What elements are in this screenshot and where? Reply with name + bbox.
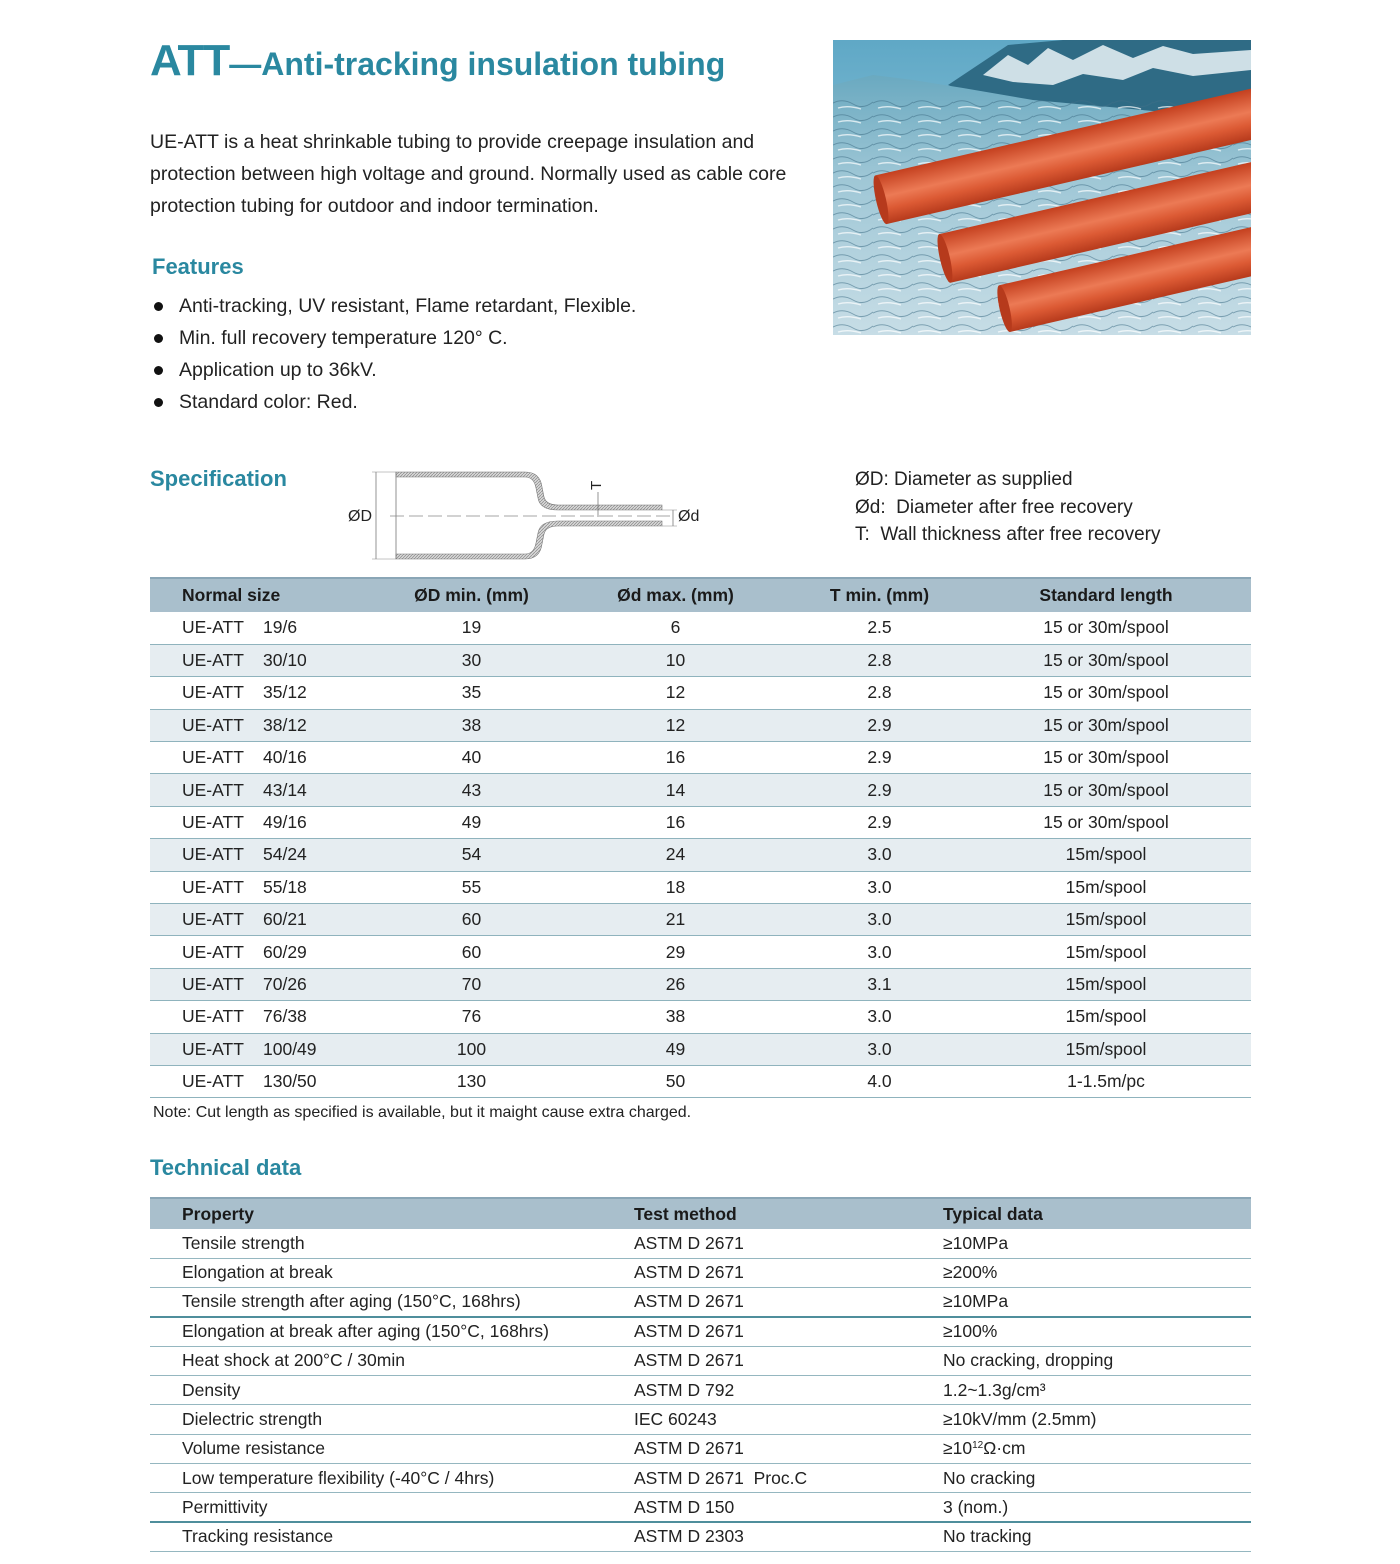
wall-thickness-cell: 3.0 [867,1038,892,1059]
product-prefix: UE-ATT [182,876,244,897]
size-cell [150,968,390,1000]
diameter-recovered-label: Ød [678,508,700,525]
diameter-supplied-cell: 35 [461,682,482,703]
bullet-icon [154,334,163,343]
diameter-recovered-cell: 6 [670,617,681,638]
diameter-recovered-cell: 26 [665,973,686,994]
test-method-cell: ASTM D 2303 [634,1526,744,1547]
test-method-cell: ASTM D 792 [634,1379,735,1400]
standard-length-cell: 15m/spool [1065,1038,1147,1059]
feature-item: Application up to 36kV. [152,354,636,386]
product-size: 38/12 [263,714,307,735]
test-method-cell: ASTM D 150 [634,1496,735,1517]
column-header: Property [182,1203,254,1224]
specification-table-body [150,612,1251,1098]
property-cell: Low temperature flexibility (-40°C / 4hrs) [182,1467,495,1488]
table-row [150,1288,1251,1317]
test-method-cell: ASTM D 2671 [634,1291,744,1312]
property-cell: Dielectric strength [182,1408,323,1429]
size-cell [150,774,390,806]
column-header: Test method [634,1203,737,1224]
table-row [150,1522,1251,1551]
diameter-recovered-cell: 29 [665,941,686,962]
diameter-supplied-cell: 19 [461,617,482,638]
legend-item: Ød: Diameter after free recovery [855,496,1133,518]
feature-item: Standard color: Red. [152,386,636,418]
feature-item: Min. full recovery temperature 120° C. [152,322,636,354]
wall-thickness-cell: 2.9 [867,714,892,735]
diameter-recovered-cell: 16 [665,812,686,833]
title-code: ATT [150,36,230,85]
diameter-supplied-cell: 60 [461,941,482,962]
table-row [150,1405,1251,1434]
table-row [150,1229,1251,1258]
wall-thickness-label: T [588,480,605,490]
diameter-recovered-cell: 50 [665,1071,686,1092]
typical-data-cell: No cracking [943,1467,1036,1488]
size-cell [150,644,390,676]
wall-thickness-cell: 3.1 [867,973,892,994]
test-method-cell: ASTM D 2671 [634,1321,744,1342]
standard-length-cell: 15 or 30m/spool [1043,650,1169,671]
size-cell [150,936,390,968]
standard-length-cell: 15 or 30m/spool [1043,812,1169,833]
property-cell: Tracking resistance [182,1526,334,1547]
table-row [150,1065,1251,1097]
typical-data-cell: 1.2~1.3g/cm³ [943,1379,1046,1400]
standard-length-cell: 15 or 30m/spool [1043,682,1169,703]
size-cell [150,904,390,936]
product-prefix: UE-ATT [182,650,244,671]
column-header: Normal size [182,585,281,605]
product-size: 60/21 [263,909,307,930]
wall-thickness-cell: 3.0 [867,844,892,865]
property-cell: Elongation at break [182,1262,333,1283]
diameter-recovered-cell: 24 [665,844,686,865]
product-size: 19/6 [263,617,298,638]
product-prefix: UE-ATT [182,1038,244,1059]
wall-thickness-cell: 2.8 [867,682,892,703]
table-row [150,1346,1251,1375]
product-photo [833,40,1251,335]
table-row [150,1317,1251,1346]
diameter-supplied-cell: 70 [461,973,482,994]
diameter-recovered-cell: 18 [665,876,686,897]
product-prefix: UE-ATT [182,1006,244,1027]
typical-data-cell: $\ge 10^{12}\Omega\cdot cm$ [943,1438,1026,1459]
intro-paragraph: UE-ATT is a heat shrinkable tubing to provide creepage insulation and protection between high voltage and ground. Normally used as cable core protection tubing for outdoor and indoor termination. [150,131,787,217]
product-size: 70/26 [263,973,307,994]
diameter-recovered-cell: 12 [665,682,686,703]
product-prefix: UE-ATT [182,812,244,833]
feature-item: Anti-tracking, UV resistant, Flame retardant, Flexible. [152,290,636,322]
typical-data-cell: No cracking, dropping [943,1350,1114,1371]
test-method-cell: ASTM D 2671 [634,1438,744,1459]
standard-length-cell: 15m/spool [1065,1006,1147,1027]
table-row [150,839,1251,871]
wall-thickness-cell: 2.9 [867,747,892,768]
size-cell [150,839,390,871]
page-title [150,36,725,86]
cut-length-note: Note: Cut length as specified is available, but it maight cause extra charged. [153,1104,692,1121]
technical-data-table-body [150,1229,1251,1551]
typical-data-cell: 3 (nom.) [943,1496,1009,1517]
specification-table [150,577,1251,1098]
dimension-legend [855,466,1161,549]
table-row [150,1375,1251,1404]
table-row [150,677,1251,709]
column-header: Ød max. (mm) [617,585,734,605]
wall-thickness-cell: 2.5 [867,617,892,638]
diameter-recovered-cell: 14 [665,779,686,800]
table-row [150,806,1251,838]
product-prefix: UE-ATT [182,617,244,638]
standard-length-cell: 15m/spool [1065,844,1147,865]
diameter-recovered-cell: 16 [665,747,686,768]
product-prefix: UE-ATT [182,1071,244,1092]
technical-data-heading: Technical data [150,1155,302,1180]
table-row [150,1434,1251,1463]
standard-length-cell: 15m/spool [1065,941,1147,962]
diameter-supplied-label: ØD [348,508,372,525]
diameter-supplied-cell: 60 [461,909,482,930]
diameter-recovered-cell: 38 [665,1006,686,1027]
product-prefix: UE-ATT [182,973,244,994]
diameter-supplied-cell: 55 [461,876,482,897]
typical-data-cell: ≥100% [943,1321,998,1342]
table-row [150,936,1251,968]
property-cell: Permittivity [182,1496,268,1517]
table-row [150,709,1251,741]
table-row [150,774,1251,806]
title-text: —Anti-tracking insulation tubing [229,46,726,82]
table-row [150,742,1251,774]
column-header: T min. (mm) [829,585,930,605]
bullet-icon [154,398,163,407]
product-prefix: UE-ATT [182,941,244,962]
test-method-cell: ASTM D 2671 [634,1350,744,1371]
standard-length-cell: 1-1.5m/pc [1067,1071,1145,1092]
typical-data-cell: ≥10MPa [943,1232,1009,1253]
product-size: 130/50 [263,1071,317,1092]
typical-data-cell: ≥10MPa [943,1291,1009,1312]
product-prefix: UE-ATT [182,909,244,930]
wall-thickness-cell: 2.9 [867,812,892,833]
diameter-supplied-cell: 30 [461,650,482,671]
standard-length-cell: 15 or 30m/spool [1043,779,1169,800]
diameter-supplied-cell: 100 [456,1038,487,1059]
wall-thickness-cell: 2.8 [867,650,892,671]
property-cell: Volume resistance [182,1438,325,1459]
table-row [150,1493,1251,1522]
table-row [150,612,1251,644]
size-cell [150,1033,390,1065]
size-cell [150,1001,390,1033]
test-method-cell: ASTM D 2671 Proc.C [634,1467,808,1488]
diameter-supplied-cell: 43 [461,779,482,800]
table-header-row [150,578,1251,612]
property-cell: Heat shock at 200°C / 30min [182,1350,405,1371]
wall-thickness-cell: 2.9 [867,779,892,800]
bullet-icon [154,366,163,375]
column-header: ØD min. (mm) [414,585,529,605]
diameter-supplied-cell: 49 [461,812,482,833]
table-row [150,1258,1251,1287]
product-size: 55/18 [263,876,307,897]
property-cell: Tensile strength after aging (150°C, 168hrs) [182,1291,521,1312]
product-size: 100/49 [263,1038,317,1059]
product-prefix: UE-ATT [182,714,244,735]
standard-length-cell: 15 or 30m/spool [1043,617,1169,638]
table-row [150,904,1251,936]
size-cell [150,677,390,709]
standard-length-cell: 15m/spool [1065,909,1147,930]
specification-heading: Specification [150,466,287,491]
standard-length-cell: 15m/spool [1065,876,1147,897]
test-method-cell: ASTM D 2671 [634,1262,744,1283]
product-size: 60/29 [263,941,307,962]
table-row [150,1463,1251,1492]
test-method-cell: ASTM D 2671 [634,1232,744,1253]
features-heading: Features [152,254,244,279]
table-row [150,968,1251,1000]
diameter-supplied-cell: 38 [461,714,482,735]
typical-data-cell: No tracking [943,1526,1032,1547]
diameter-recovered-cell: 12 [665,714,686,735]
diameter-recovered-cell: 21 [665,909,686,930]
wall-thickness-cell: 3.0 [867,1006,892,1027]
size-cell [150,806,390,838]
product-size: 76/38 [263,1006,307,1027]
size-cell [150,871,390,903]
size-cell [150,612,390,644]
tubing-diagram [340,462,720,572]
product-prefix: UE-ATT [182,682,244,703]
product-size: 30/10 [263,650,307,671]
table-row [150,1001,1251,1033]
product-prefix: UE-ATT [182,844,244,865]
diameter-recovered-cell: 10 [665,650,686,671]
technical-data-table [150,1197,1251,1552]
wall-thickness-cell: 3.0 [867,941,892,962]
table-header-row [150,1198,1251,1229]
product-size: 49/16 [263,812,307,833]
property-cell: Density [182,1379,241,1400]
size-cell [150,742,390,774]
column-header: Typical data [943,1203,1043,1224]
property-cell: Elongation at break after aging (150°C, 168hrs) [182,1321,549,1342]
standard-length-cell: 15m/spool [1065,973,1147,994]
diameter-supplied-cell: 130 [456,1071,487,1092]
legend-item: T: Wall thickness after free recovery [855,524,1161,545]
product-size: 54/24 [263,844,307,865]
standard-length-cell: 15 or 30m/spool [1043,714,1169,735]
column-header: Standard length [1039,585,1173,605]
table-row [150,1033,1251,1065]
diameter-supplied-cell: 40 [461,747,482,768]
wall-thickness-cell: 4.0 [867,1071,892,1092]
bullet-icon [154,302,163,311]
test-method-cell: IEC 60243 [634,1408,717,1429]
size-cell [150,1065,390,1097]
product-prefix: UE-ATT [182,779,244,800]
table-row [150,871,1251,903]
wall-thickness-cell: 3.0 [867,876,892,897]
typical-data-cell: ≥10kV/mm (2.5mm) [943,1408,1097,1429]
diameter-recovered-cell: 49 [665,1038,686,1059]
product-size: 43/14 [263,779,307,800]
product-size: 35/12 [263,682,307,703]
size-cell [150,709,390,741]
diameter-supplied-cell: 54 [461,844,482,865]
diameter-supplied-cell: 76 [461,1006,482,1027]
table-row [150,644,1251,676]
property-cell: Tensile strength [182,1232,305,1253]
product-prefix: UE-ATT [182,747,244,768]
standard-length-cell: 15 or 30m/spool [1043,747,1169,768]
wall-thickness-cell: 3.0 [867,909,892,930]
product-size: 40/16 [263,747,307,768]
legend-item: ØD: Diameter as supplied [855,469,1073,490]
typical-data-cell: ≥200% [943,1262,998,1283]
features-list [152,290,636,418]
